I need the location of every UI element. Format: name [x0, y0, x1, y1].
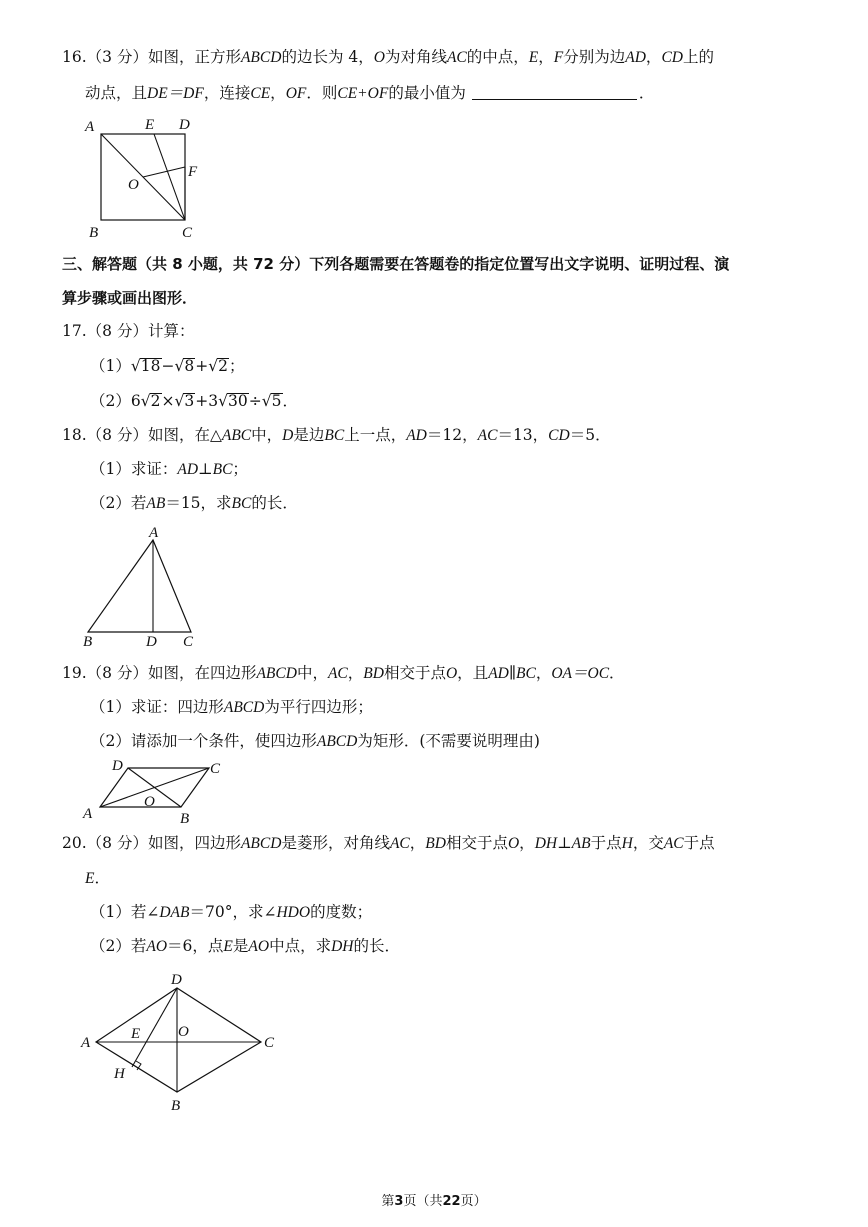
q18-ad-perp-bc: AD⊥BC [177, 461, 233, 478]
section3-line1: 三、解答题（共 8 小题，共 72 分）下列各题需要在答题卷的指定位置写出文字说明、证明过程、演 [62, 255, 730, 273]
label-a: A [149, 525, 159, 541]
label-c: C [264, 1035, 275, 1051]
q16-ce: CE [250, 85, 271, 102]
label-c: C [210, 761, 221, 777]
q20-text: 于点 [590, 834, 622, 852]
q18-ac: AC [477, 427, 498, 444]
q20-text: ＝70°，求∠ [189, 903, 277, 921]
sqrt-icon: √ [261, 392, 272, 410]
q20-text: 的度数； [310, 903, 373, 921]
q20-ac: AC [663, 835, 684, 852]
q16-cd: CD [661, 49, 683, 66]
part-label: （2）若 [90, 937, 147, 955]
q19-text: ，且 [457, 664, 489, 682]
q20-text: ，交 [632, 834, 664, 852]
q19-text: 如图，在四边形 [147, 664, 257, 682]
q20-number: 20.（8 分） [62, 834, 148, 852]
section3-line2: 算步骤或画出图形． [62, 289, 198, 307]
label-c: C [183, 634, 194, 650]
q16-text: ， [270, 84, 286, 102]
q20-text: 是菱形，对角线 [281, 834, 390, 852]
footer-text: 第 [381, 1194, 395, 1209]
q16-line2 [85, 85, 654, 102]
q19-text: ， [347, 664, 364, 682]
q20-text: ， [519, 834, 535, 852]
footer-text: 页（共 [403, 1194, 443, 1209]
q19-figure [78, 755, 238, 825]
q18-cd: CD [548, 427, 570, 444]
q20-dab: DAB [159, 904, 190, 921]
q18-line [62, 428, 611, 444]
punctuation: ； [229, 357, 245, 375]
q16-text: 为对角线 [384, 48, 447, 66]
q18-ad: AD [406, 427, 427, 444]
q20-dh-perp-ab: DH⊥AB [534, 835, 591, 852]
q17-line [62, 324, 194, 340]
q19-text: 相交于点 [383, 664, 446, 682]
q18-text: ＝5． [569, 426, 611, 444]
label-d: D [179, 117, 190, 133]
q16-line1 [62, 50, 714, 66]
q18-text: 是边 [293, 426, 325, 444]
q19-number: 19.（8 分） [62, 664, 148, 682]
q20-part2 [90, 939, 400, 955]
q18-ab: AB [146, 495, 166, 512]
label-a: A [83, 806, 93, 822]
q20-e: E [223, 938, 233, 955]
q16-e: E [528, 49, 539, 66]
q20-e: E [85, 870, 95, 887]
q19-abcd: ABCD [256, 665, 297, 682]
radicand: 3 [184, 392, 195, 410]
coefficient: 6 [130, 392, 141, 410]
sqrt-icon: √ [140, 392, 151, 410]
q16-ac: AC [446, 49, 467, 66]
q20-text: 相交于点 [445, 834, 508, 852]
q19-line [62, 666, 625, 682]
page-number: 3 [394, 1194, 404, 1209]
radicand: 2 [218, 357, 229, 375]
q20-text: ． [94, 869, 110, 887]
label-o: O [178, 1024, 189, 1040]
total-pages: 22 [442, 1194, 461, 1209]
q20-abcd: ABCD [240, 835, 282, 852]
part-label: （2）请添加一个条件，使四边形 [90, 732, 317, 750]
part-label: （2）若 [90, 494, 147, 512]
q16-text: ．则 [306, 84, 338, 102]
label-o: O [128, 177, 139, 193]
q16-text: ，连接 [203, 84, 251, 102]
q18-part1 [90, 462, 248, 478]
punctuation: ． [282, 392, 299, 410]
q19-part2 [90, 734, 540, 750]
sqrt-icon: √ [174, 357, 185, 375]
label-b: B [180, 811, 190, 825]
part-label: （1）求证： [90, 460, 178, 478]
q19-abcd: ABCD [316, 733, 358, 750]
q19-oa-oc: OA＝OC [551, 665, 610, 682]
q20-ao: AO [146, 938, 168, 955]
q20-text: 于点 [683, 834, 715, 852]
q18-text: ＝13， [497, 426, 549, 444]
q17-part1 [90, 358, 245, 375]
q16-de-df: DE＝DF [147, 85, 204, 102]
q20-text: 是 [232, 937, 249, 955]
q19-text: 为矩形．(不需要说明理由) [357, 732, 540, 750]
label-b: B [89, 225, 99, 241]
q16-o: O [373, 49, 385, 66]
q17-title: 计算： [147, 322, 195, 340]
label-o: O [144, 794, 155, 810]
punctuation: ； [232, 460, 248, 478]
q20-hdo: HDO [276, 904, 311, 921]
sqrt-icon: √ [208, 357, 219, 375]
q20-bd: BD [425, 835, 446, 852]
label-e: E [131, 1026, 141, 1042]
triangle-abc [88, 540, 191, 632]
q20-text: ＝6，点 [167, 937, 224, 955]
operator: × [161, 392, 175, 410]
q19-abcd: ABCD [223, 699, 265, 716]
q19-bd: BD [363, 665, 384, 682]
q16-f: F [553, 49, 564, 66]
q20-text: 如图，四边形 [147, 834, 241, 852]
label-f: F [188, 164, 198, 180]
label-e: E [145, 117, 155, 133]
label-a: A [81, 1035, 91, 1051]
q17-number: 17.（8 分） [62, 322, 148, 340]
operator: − [161, 357, 175, 375]
sqrt-icon: √ [130, 357, 141, 375]
operator: ÷ [248, 392, 262, 410]
q18-text: 的长． [251, 494, 298, 512]
q18-text: 上一点， [344, 426, 407, 444]
q18-bc: BC [231, 495, 252, 512]
q19-ad-parallel-bc: AD∥BC [488, 665, 536, 682]
q16-text: ， [538, 48, 554, 66]
q19-text: ． [609, 664, 625, 682]
q19-o: O [445, 665, 458, 682]
segment-of [143, 167, 185, 177]
footer-text: 页） [460, 1194, 487, 1209]
q19-part1 [90, 700, 373, 716]
q18-figure [78, 522, 218, 652]
q18-text: ＝15，求 [165, 494, 232, 512]
q16-ce-of: CE+OF [337, 85, 389, 102]
q20-figure [74, 968, 294, 1118]
q16-text: 的边长为 4， [281, 48, 374, 66]
q20-ao: AO [248, 938, 270, 955]
radicand: 30 [228, 392, 248, 410]
segment-ce [154, 134, 185, 220]
q20-part1 [90, 905, 372, 921]
q16-abcd: ABCD [240, 49, 282, 66]
q20-ac: AC [389, 835, 410, 852]
label-c: C [182, 225, 193, 241]
q18-part2 [90, 496, 298, 512]
q16-text: 分别为边 [563, 48, 626, 66]
q16-text: 动点，且 [85, 84, 148, 102]
label-b: B [171, 1098, 181, 1114]
label-d: D [171, 972, 182, 988]
q20-dh: DH [331, 938, 354, 955]
q16-ad: AD [625, 49, 646, 66]
answer-blank[interactable] [472, 85, 637, 100]
part-label: （1）求证：四边形 [90, 698, 224, 716]
q20-o: O [507, 835, 520, 852]
label-d: D [146, 634, 157, 650]
q16-text: ． [638, 84, 655, 102]
label-b: B [83, 634, 93, 650]
q19-text: ， [535, 664, 552, 682]
label-d: D [112, 758, 123, 774]
q20-line2 [85, 871, 110, 887]
q16-text: ， [645, 48, 662, 66]
operator: +3 [195, 392, 219, 410]
q16-text: 的中点， [466, 48, 529, 66]
q16-text: 上的 [682, 48, 714, 66]
q20-text: 的长． [353, 937, 400, 955]
part-label: （2） [90, 392, 131, 410]
sqrt-icon: √ [174, 392, 185, 410]
q18-text: ＝12， [426, 426, 478, 444]
radicand: 2 [150, 392, 161, 410]
q20-h: H [621, 835, 633, 852]
q20-line1 [62, 836, 715, 852]
radicand: 18 [140, 357, 161, 375]
q16-text: 的最小值为 [388, 84, 466, 102]
q19-text: 为平行四边形； [264, 698, 373, 716]
operator: + [195, 357, 209, 375]
part-label: （1） [90, 357, 131, 375]
q16-text: 如图，正方形 [147, 48, 241, 66]
q18-abc: ABC [221, 427, 252, 444]
q17-part2 [90, 393, 298, 410]
q20-text: 中点，求 [269, 937, 332, 955]
q19-text: 中， [296, 664, 328, 682]
q16-number: 16.（3 分） [62, 48, 148, 66]
radicand: 8 [184, 357, 195, 375]
q18-number: 18.（8 分） [62, 426, 148, 444]
q16-figure [75, 112, 235, 242]
sqrt-icon: √ [218, 392, 229, 410]
q16-of: OF [285, 85, 307, 102]
q18-text: 如图，在△ [147, 426, 222, 444]
q20-text: ， [409, 834, 426, 852]
q18-text: 中， [251, 426, 283, 444]
q18-d: D [282, 427, 294, 444]
label-a: A [85, 119, 95, 135]
q19-ac: AC [327, 665, 348, 682]
label-h: H [114, 1066, 125, 1082]
part-label: （1）若∠ [90, 903, 160, 921]
radicand: 5 [271, 392, 282, 410]
page-footer [0, 1190, 868, 1209]
q18-bc: BC [324, 427, 345, 444]
